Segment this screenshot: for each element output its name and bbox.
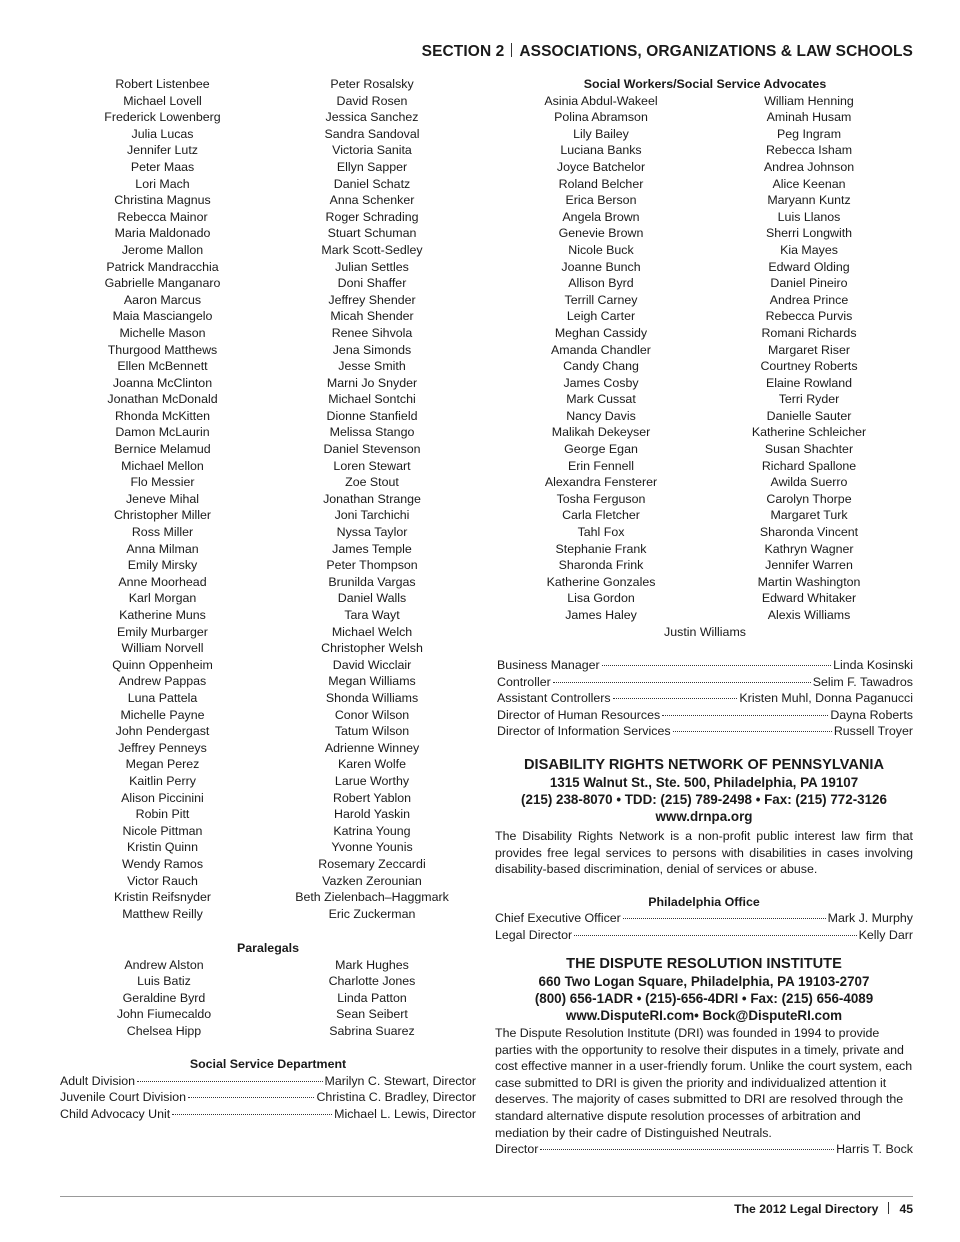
staff-name: Quinn Oppenheim [112,657,213,672]
officer-row [497,657,913,674]
social-worker-name: Alexandra Fensterer [544,475,658,490]
staff-name: Victoria Sanita [332,143,412,158]
staff-name: Michael Mellon [121,458,204,473]
social-worker-name: Sharonda Frink [558,558,644,573]
officer-row-label: Controller [497,674,551,689]
social-worker-name: Luciana Banks [560,143,642,158]
section-label: SECTION 2 [421,43,505,60]
social-worker-name: Martin Washington [757,574,861,589]
social-worker-name: Carolyn Thorpe [766,491,852,506]
drn-staff-row-label: Legal Director [495,927,573,942]
drn-office-title: Philadelphia Office [648,894,760,909]
staff-name: Harold Yaskin [334,807,410,822]
officer-row [497,707,913,724]
staff-name: Jeffrey Penneys [118,740,207,755]
social-worker-name: Rebecca Purvis [765,309,853,324]
department-row-label: Juvenile Court Division [60,1090,187,1105]
paralegal-name: Sabrina Suarez [329,1023,415,1038]
social-worker-name: Nancy Davis [566,408,636,423]
staff-name: Matthew Reilly [122,906,203,921]
staff-name: Dionne Stanfield [326,408,418,423]
social-worker-name: Carla Fletcher [562,508,640,523]
staff-name: Robert Listenbee [115,77,210,91]
staff-name: Julia Lucas [131,126,194,141]
department-row-value: Marilyn C. Stewart, Director [324,1073,476,1088]
paralegal-name: Luis Batiz [137,974,191,989]
staff-name: Daniel Walls [337,591,407,606]
staff-name: Megan Perez [125,757,200,772]
social-worker-name: Roland Belcher [558,176,644,191]
social-worker-name: Lisa Gordon [567,591,635,606]
staff-name: Brunilda Vargas [328,574,416,589]
officer-row-label: Business Manager [497,658,600,672]
staff-name: Andrew Pappas [118,674,207,689]
staff-name: Rebecca Mainor [117,209,208,224]
social-worker-name: Angela Brown [562,209,640,224]
dri-website: www.DisputeRI.com• Bock@DisputeRI.com [565,1008,843,1023]
section-header [422,43,913,61]
paralegals-title: Paralegals [237,941,299,955]
dri-phones: (800) 656-1ADR • (215)-656-4DRI • Fax: (215) 656-4089 [534,991,874,1006]
staff-name: Anne Moorhead [118,574,207,589]
social-worker-name: Margaret Turk [770,508,848,523]
footer-separator [888,1202,889,1214]
dot-leader [623,918,826,919]
social-worker-name: Candy Chang [563,359,639,374]
staff-name: Nyssa Taylor [336,525,408,540]
staff-name: Katrina Young [333,823,411,838]
staff-name: Peter Thompson [326,558,418,573]
social-worker-name: Meghan Cassidy [554,325,648,340]
staff-name: Vazken Zerounian [322,873,422,888]
staff-name: Aaron Marcus [123,292,202,307]
staff-name: Ellen McBennett [117,359,208,374]
staff-name: Anna Schenker [329,193,415,208]
staff-name: Michelle Payne [120,707,205,722]
drn-address: 1315 Walnut St., Ste. 500, Philadelphia, PA 19107 [549,775,859,790]
dri-staff-row-label: Director [495,1142,539,1157]
social-worker-name: Kia Mayes [780,242,838,257]
staff-name: Daniel Stevenson [323,442,421,457]
staff-name: Michael Welch [331,624,413,639]
staff-name: Anna Milman [126,541,199,556]
social-worker-name: Allison Byrd [568,276,634,291]
staff-name: Bernice Melamud [114,442,211,457]
staff-name: Robert Yablon [332,790,412,805]
paralegal-name: Sean Seibert [336,1007,408,1022]
staff-name: Jena Simonds [332,342,412,357]
social-worker-name: Kathryn Wagner [764,541,854,556]
staff-name: Gabrielle Manganaro [104,276,221,291]
staff-name: Peter Rosalsky [330,77,414,91]
dot-leader [188,1097,314,1098]
dot-leader [662,715,828,716]
social-worker-name: Rebecca Isham [765,143,853,158]
social-workers-column-a [497,93,705,624]
social-worker-name: Jennifer Warren [765,558,853,573]
paralegal-name: Mark Hughes [335,957,409,972]
social-worker-name: Peg Ingram [776,126,842,141]
staff-name: Michael Sontchi [328,392,416,407]
staff-name: Ross Miller [131,525,194,540]
staff-name: Roger Schrading [325,209,419,224]
staff-name: Loren Stewart [333,458,411,473]
dri-address: 660 Two Logan Square, Philadelphia, PA 19103-2707 [538,974,870,989]
social-worker-name: Luis Llanos [777,209,841,224]
dri-staff-row-value: Harris T. Bock [836,1142,913,1157]
staff-name: Jessica Sanchez [325,110,419,125]
staff-name: Alison Piccinini [121,790,204,805]
staff-name: Marni Jo Snyder [326,375,418,390]
dot-leader [553,682,811,683]
staff-name: Micah Shender [330,309,414,324]
social-worker-name: Erica Berson [565,193,637,208]
staff-name: Joanna McClinton [112,375,213,390]
social-worker-name: Daniel Pineiro [770,276,848,291]
staff-name: Jerome Mallon [121,242,204,257]
social-worker-name: Erin Fennell [567,458,635,473]
staff-name: Yvonne Younis [331,840,413,855]
paralegals-column-b [268,957,476,1040]
staff-names-column-b [268,76,476,922]
social-worker-name: Richard Spallone [761,458,857,473]
department-row-label: Adult Division [60,1073,136,1088]
social-worker-name: Tosha Ferguson [556,491,646,506]
officer-row [497,723,913,740]
staff-name: John Pendergast [115,724,210,739]
drn-staff-row-value: Kelly Darr [858,927,913,942]
social-worker-name: Terri Ryder [778,392,840,407]
social-worker-name: Sharonda Vincent [759,525,859,540]
social-worker-name: Awilda Suerro [770,475,848,490]
drn-description: The Disability Rights Network is a non-profit public interest law firm that provides free legal services to persons with disabilities in cases involving disability-based discrimination, denial of services or abuse. [495,829,913,877]
staff-name: Kaitlin Perry [129,773,196,788]
paralegal-name: Geraldine Byrd [122,990,206,1005]
social-worker-name: Katherine Gonzales [546,574,656,589]
dot-leader [540,1149,834,1150]
staff-name: Zoe Stout [345,475,399,490]
department-row [60,1089,476,1106]
staff-name: James Temple [332,541,412,556]
staff-name: William Norvell [121,641,204,656]
social-worker-name: Nicole Buck [568,242,634,257]
dot-leader [172,1114,332,1115]
social-worker-name: Asinia Abdul-Wakeel [544,93,658,108]
staff-name: Jeneve Mihal [125,491,199,506]
staff-name: Mark Scott-Sedley [321,242,423,257]
staff-name: Rhonda McKitten [114,408,211,423]
social-worker-name: Andrea Johnson [763,159,855,174]
officer-row-label: Director of Human Resources [497,707,661,722]
social-worker-name: Maryann Kuntz [767,193,851,208]
footer-rule [60,1196,913,1197]
staff-name: Sandra Sandoval [324,126,420,141]
social-worker-name: Mark Cussat [566,392,636,407]
officer-row-label: Assistant Controllers [497,691,611,706]
social-worker-name: Courtney Roberts [760,359,858,374]
staff-name: Wendy Ramos [121,856,204,871]
staff-name: Daniel Schatz [333,176,411,191]
staff-name: Michelle Mason [119,325,206,340]
staff-name: Jennifer Lutz [127,143,198,158]
staff-name: Shonda Williams [325,690,419,705]
dot-leader [602,665,831,666]
staff-name: Jesse Smith [338,359,406,374]
social-worker-name: Tahl Fox [577,525,625,540]
officer-row-value: Linda Kosinski [833,658,913,672]
staff-name: Renee Sihvola [331,325,413,340]
officers-list [497,657,913,740]
social-worker-name: Alexis Williams [767,608,851,622]
dri-staff-row [495,1141,913,1158]
staff-name: Megan Williams [328,674,416,689]
staff-name: Christina Magnus [114,193,211,208]
staff-name: Maia Masciangelo [112,309,213,324]
staff-name: Jonathan McDonald [107,392,218,407]
drn-staff-row-label: Chief Executive Officer [495,911,621,926]
officer-row [497,690,913,707]
social-worker-name: Genevie Brown [558,226,644,241]
social-worker-name: Lily Bailey [573,126,629,141]
staff-name: Adrienne Winney [324,740,420,755]
drn-staff-row [495,927,913,944]
social-worker-name: Amanda Chandler [551,342,651,357]
dot-leader [673,731,832,732]
social-worker-name: Andrea Prince [769,292,849,307]
staff-name: Tara Wayt [344,608,400,622]
staff-name: Joni Tarchichi [334,508,410,523]
staff-name: Michael Lovell [123,93,202,108]
social-worker-name: James Haley [565,608,637,622]
staff-name: Frederick Lowenberg [104,110,221,125]
staff-name: Thurgood Matthews [107,342,218,357]
paralegal-name: John Fiumecaldo [116,1007,212,1022]
social-worker-name: Joyce Batchelor [556,159,646,174]
dot-leader [613,698,738,699]
social-worker-name: Polina Abramson [554,110,648,125]
staff-name: Conor Wilson [334,707,410,722]
staff-name: Flo Messier [130,475,195,490]
staff-name: Eric Zuckerman [328,906,416,921]
department-row [60,1106,476,1123]
staff-name: Melissa Stango [329,425,415,440]
social-worker-name: Susan Shachter [764,442,854,457]
officer-row-label: Director of Information Services [497,724,671,739]
social-worker-name: Alice Keenan [772,176,846,191]
officer-row [497,674,913,691]
paralegals-section [60,940,476,1040]
paralegal-name: Charlotte Jones [328,974,416,989]
staff-name: Emily Mirsky [127,558,198,573]
staff-name: Karl Morgan [128,591,197,606]
social-workers-title: Social Workers/Social Service Advocates [583,77,827,91]
staff-name: Kristin Quinn [127,840,198,855]
drn-staff-row [495,910,913,927]
social-worker-name: Edward Whitaker [761,591,857,606]
section-title: ASSOCIATIONS, ORGANIZATIONS & LAW SCHOOLS [519,43,913,60]
staff-name: Patrick Mandracchia [106,259,219,274]
department-row-value: Christina C. Bradley, Director [316,1090,476,1105]
footer-title: The 2012 Legal Directory [734,1202,879,1216]
staff-name: Jonathan Strange [323,491,421,506]
dot-leader [137,1081,322,1082]
paralegal-name: Linda Patton [337,990,407,1005]
department-row-label: Child Advocacy Unit [60,1106,171,1121]
social-worker-name: Edward Olding [768,259,850,274]
social-worker-name: Leigh Carter [566,309,636,324]
dri-description: The Dispute Resolution Institute (DRI) was founded in 1994 to provide parties with the opportunity to resolve their disputes in a timely, private and cost effective manner in a user-friendly forum. Unlike the court system, each case submitted to DRI is given the priority and individualized attention it deserves. The majority of cases submitted to DRI are resolved through the standard alternative dispute resolution processes of arbitration and mediation by their cadre of Distinguished Neutrals. [495,1026,913,1140]
social-worker-name: James Cosby [563,375,639,390]
staff-name: Kristin Reifsnyder [113,890,212,905]
officer-row-value: Dayna Roberts [830,707,913,722]
paralegal-name: Chelsea Hipp [126,1023,202,1038]
paralegal-name: Andrew Alston [124,957,204,972]
page-number: 45 [899,1202,913,1216]
staff-name: Katherine Muns [119,608,206,622]
staff-name: Lori Mach [135,176,190,191]
social-service-title: Social Service Department [189,1057,347,1071]
social-worker-name: Margaret Riser [768,342,850,357]
staff-name: Victor Rauch [127,873,198,888]
staff-name: Stuart Schuman [327,226,417,241]
social-workers-section [497,76,913,640]
social-worker-name: George Egan [564,442,638,457]
social-worker-name: Joanne Bunch [561,259,641,274]
header-separator [511,43,512,57]
drn-phones: (215) 238-8070 • TDD: (215) 789-2498 • Fax: (215) 772-3126 [521,792,887,807]
staff-name: Beth Zielenbach–Haggmark [295,890,449,905]
social-worker-name: Terrill Carney [564,292,638,307]
social-service-department [60,1056,476,1122]
drn-website: www.drnpa.org [655,809,753,824]
social-worker-name: William Henning [764,93,854,108]
dri-name: THE DISPUTE RESOLUTION INSTITUTE [566,956,842,972]
staff-name: Tatum Wilson [334,724,410,739]
officer-row-value: Russell Troyer [833,724,913,739]
social-worker-name: Elaine Rowland [765,375,853,390]
social-workers-column-b [705,93,913,624]
social-worker-name: Malikah Dekeyser [551,425,651,440]
staff-name: Damon McLaurin [115,425,210,440]
staff-name: David Wicclair [332,657,412,672]
staff-name: Peter Maas [130,159,195,174]
officer-row-value: Kristen Muhl, Donna Paganucci [739,691,913,706]
drn-entry [495,756,913,944]
staff-name: Doni Shaffer [337,276,407,291]
staff-name: Nicole Pittman [122,823,203,838]
paralegals-column-a [60,957,268,1040]
staff-name: Robin Pitt [135,807,190,822]
dri-entry [495,955,913,1158]
department-row-value: Michael L. Lewis, Director [334,1106,476,1121]
social-worker-name: Danielle Sauter [766,408,852,423]
social-worker-name: Sherri Longwith [765,226,853,241]
page-footer [734,1202,913,1216]
department-row [60,1073,476,1090]
staff-name: Larue Worthy [334,773,410,788]
staff-name: Karen Wolfe [338,757,406,772]
social-worker-name: Stephanie Frank [555,541,647,556]
social-worker-name: Romani Richards [761,325,857,340]
social-worker-last: Justin Williams [664,624,746,639]
staff-name: Christopher Welsh [321,641,423,656]
staff-name: Luna Pattela [127,690,198,705]
dot-leader [574,935,856,936]
social-worker-name: Aminah Husam [766,110,852,125]
staff-name: Maria Maldonado [114,226,211,241]
staff-name: Rosemary Zeccardi [318,856,426,871]
staff-names-column-a [60,76,265,922]
staff-name: Ellyn Sapper [336,159,408,174]
staff-name: David Rosen [336,93,408,108]
staff-name: Christopher Miller [113,508,212,523]
staff-name: Emily Murbarger [117,624,208,639]
drn-staff-row-value: Mark J. Murphy [827,911,913,926]
officer-row-value: Selim F. Tawadros [812,674,913,689]
staff-name: Jeffrey Shender [328,292,416,307]
drn-name: DISABILITY RIGHTS NETWORK OF PENNSYLVANIA [524,757,884,773]
staff-name: Julian Settles [335,259,409,274]
social-worker-name: Katherine Schleicher [751,425,867,440]
